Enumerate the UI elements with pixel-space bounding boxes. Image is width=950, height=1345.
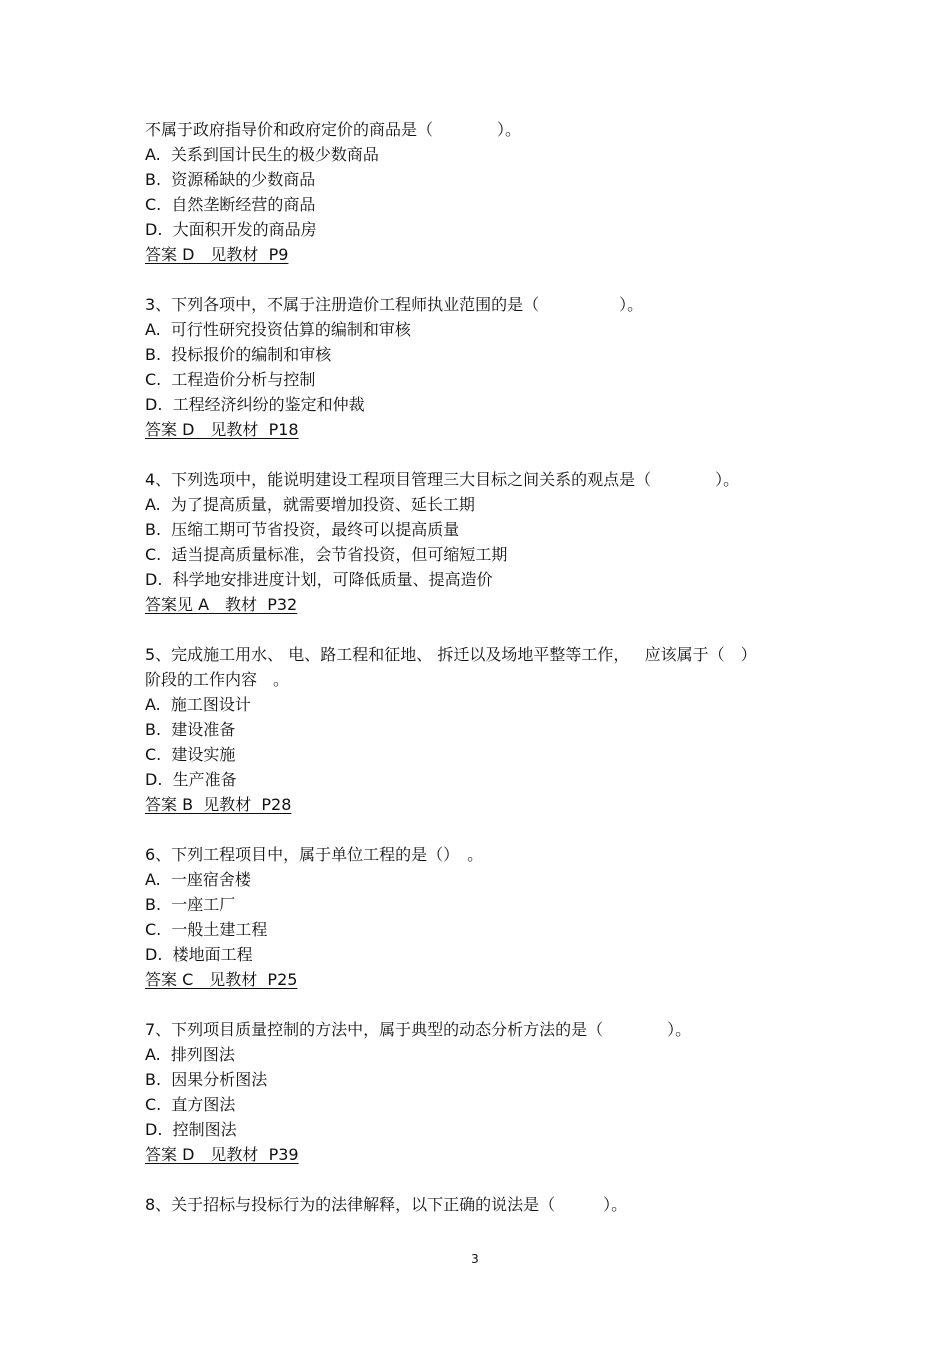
answer-option: B. 一座工厂 [145,895,236,914]
answer-option: C. 工程造价分析与控制 [145,370,316,389]
question-stem: 8、关于招标与投标行为的法律解释，以下正确的说法是（ ）。 [145,1195,628,1214]
answer-option: D. 科学地安排进度计划，可降低质量、提高造价 [145,570,493,589]
answer-line [145,592,815,617]
answer-option: B. 建设准备 [145,720,236,739]
answer-option: D. 工程经济纠纷的鉴定和仲裁 [145,395,365,414]
question-stem: 4、下列选项中，能说明建设工程项目管理三大目标之间关系的观点是（ ）。 [145,470,740,489]
question-stem: 3、下列各项中，不属于注册造价工程师执业范围的是（ ）。 [145,295,644,314]
answer-key: 答案 B 见教材 P28 [145,795,292,814]
question-block [145,1017,815,1167]
answer-key: 答案 C 见教材 P25 [145,970,298,989]
spacer [145,617,815,642]
question-stem: 5、完成施工用水、 电、路工程和征地、 拆迁以及场地平整等工作， 应该属于（ ） [145,645,757,664]
answer-option: D. 楼地面工程 [145,945,253,964]
spacer [145,1167,815,1192]
answer-option: B. 压缩工期可节省投资，最终可以提高质量 [145,520,460,539]
answer-option: C. 适当提高质量标准，会节省投资，但可缩短工期 [145,545,508,564]
answer-option: C. 直方图法 [145,1095,236,1114]
spacer [145,817,815,842]
answer-option: A. 关系到国计民生的极少数商品 [145,145,379,164]
answer-option: A. 施工图设计 [145,695,251,714]
question-stem: 7、下列项目质量控制的方法中，属于典型的动态分析方法的是（ ）。 [145,1020,692,1039]
question-block [145,292,815,442]
spacer [145,992,815,1017]
answer-line [145,417,815,442]
answer-option: B. 因果分析图法 [145,1070,268,1089]
answer-line [145,967,815,992]
answer-option: C. 建设实施 [145,745,236,764]
answer-option: C. 一般土建工程 [145,920,268,939]
question-block [145,467,815,617]
page-number: 3 [471,1252,479,1266]
question-block [145,117,815,267]
spacer [145,267,815,292]
answer-option: A. 为了提高质量，就需要增加投资、延长工期 [145,495,475,514]
answer-option: A. 排列图法 [145,1045,235,1064]
question-block [145,842,815,992]
answer-option: B. 资源稀缺的少数商品 [145,170,316,189]
answer-option: C. 自然垄断经营的商品 [145,195,316,214]
answer-line [145,792,815,817]
answer-line [145,242,815,267]
answer-key: 答案 D 见教材 P9 [145,245,289,264]
question-list [145,117,815,1217]
question-stem: 不属于政府指导价和政府定价的商品是（ ）。 [145,120,522,139]
answer-key: 答案见 A 教材 P32 [145,595,298,614]
answer-line [145,1142,815,1167]
answer-option: D. 生产准备 [145,770,237,789]
question-stem: 阶段的工作内容 。 [145,670,290,689]
answer-option: A. 可行性研究投资估算的编制和审核 [145,320,411,339]
question-block [145,1192,815,1217]
answer-key: 答案 D 见教材 P18 [145,420,299,439]
spacer [145,442,815,467]
answer-key: 答案 D 见教材 P39 [145,1145,299,1164]
answer-option: D. 控制图法 [145,1120,237,1139]
question-stem: 6、下列工程项目中，属于单位工程的是（） 。 [145,845,484,864]
answer-option: B. 投标报价的编制和审核 [145,345,332,364]
answer-option: D. 大面积开发的商品房 [145,220,317,239]
answer-option: A. 一座宿舍楼 [145,870,251,889]
question-block [145,642,815,817]
